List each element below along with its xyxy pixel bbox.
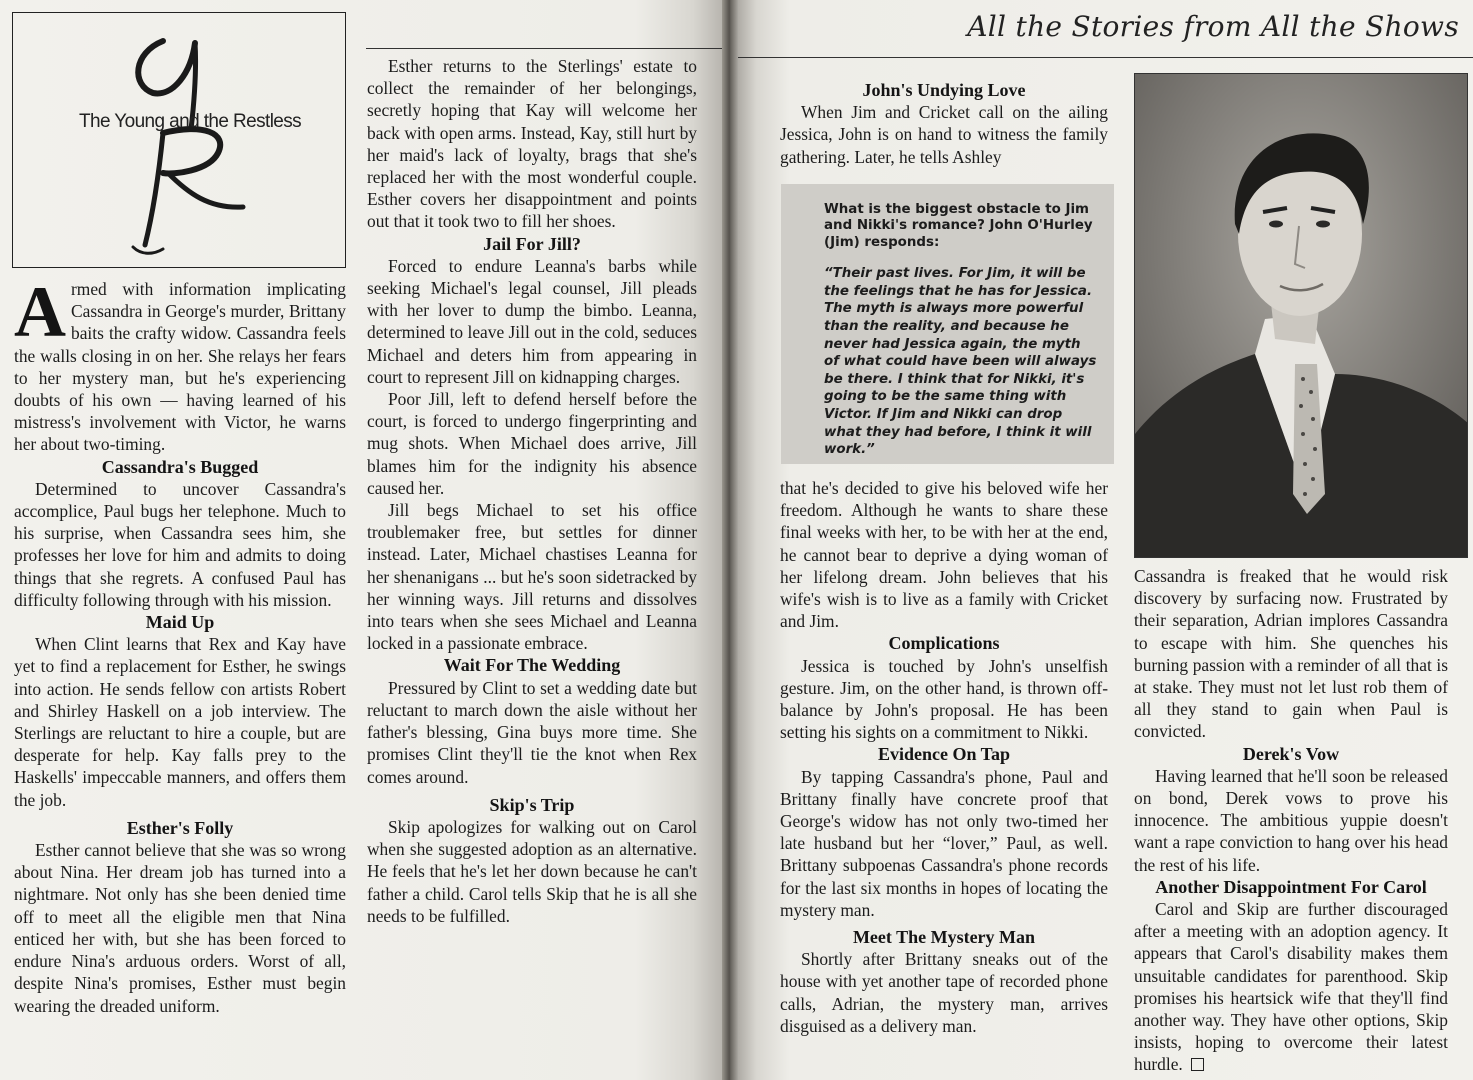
paragraph: Pressured by Clint to set a wedding date but reluctant to march down the aisle without her father's blessing, Gina buys more time. She promises Clint they'll tie the knot when Rex comes around. [367,677,697,787]
end-square-icon [1191,1058,1204,1071]
section-heading: Meet The Mystery Man [852,927,1036,948]
sidebar-question: What is the biggest obstacle to Jim and Nikki's romance? John O'Hurley (Jim) responds: [824,202,1093,250]
yr-monogram-logo-icon [13,13,347,269]
paragraph: Having learned that he'll soon be released on bond, Derek vows to prove his innocence. The ambitious yuppie doesn't want a rape conviction to hang over his head the rest of his life. [1134,765,1448,875]
interview-sidebar [781,184,1114,464]
header-rule [738,57,1473,58]
section-heading: Skip's Trip [489,794,575,815]
section-heading: Evidence On Tap [877,744,1011,765]
header-rule [366,48,722,49]
paragraph: By tapping Cassandra's phone, Paul and Brittany finally have concrete proof that George's widow has not only two-timed her late husband but her “lover,” Paul, as well. Brittany subpoenas Cassandra's phone records for the last six months in hopes of locating the mystery man. [780,766,1108,920]
show-name: The Young and the Restless [79,111,302,132]
paragraph: Poor Jill, left to defend herself before the court, is forced to undergo fingerprinting and mug shots. When Michael does arrive, Jill blames him for the indignity his absence caused her. [367,389,697,498]
paragraph: Shortly after Brittany sneaks out of the house with yet another tape of recorded phone calls, Adrian, the mystery man, arrives disguised as a delivery man. [780,949,1108,1036]
intro-paragraph: Armed with information implicating Cassandra in George's murder, Brittany baits the crafty widow. Cassandra feels the walls closing in on her. She relays her fears to her mystery man, but he's experiencing doubts of his own — having learned of his mistress's involvement with Victor, he warns her about two-timing. [14,272,346,455]
show-logo-box [12,12,346,268]
section-heading: Maid Up [145,612,215,633]
column-3-continued [780,477,1108,1037]
drop-cap: A [14,272,66,352]
column-4 [1134,565,1448,1076]
paragraph: Jessica is touched by John's unselfish gesture. Jim, on the other hand, is thrown off-balance by John's proposal. He has been setting his sights on a commitment to Nikki. [780,655,1108,743]
column-3 [780,79,1108,168]
paragraph: Esther cannot believe that she was so wrong about Nina. Her dream job has turned into a nightmare. Not only has she been denied time off to meet all the eligible men that Nina enticed her with, but she has been forced to endure Nina's arduous orders. Worst of all, despite Nina's promises, Esther must begin wearing the dreaded uniform. [14,840,346,1016]
section-heading: Esther's Folly [126,817,234,838]
portrait-photo [1134,73,1468,558]
right-page [738,0,1473,1080]
left-page [0,0,722,1080]
section-heading: Jail For Jill? [483,233,581,254]
section-heading: Cassandra's Bugged [101,456,259,477]
section-heading: John's Undying Love [862,80,1026,100]
running-header: All the Stories from All the Shows [967,10,1459,43]
book-gutter [722,0,738,1080]
portrait-illustration [1135,74,1468,558]
column-1 [14,272,346,1017]
column-2 [367,55,697,927]
section-heading: Another Disappointment For Carol [1155,876,1427,897]
section-heading: Complications [888,633,1000,654]
paragraph: When Jim and Cricket call on the ailing Jessica, John is on hand to witness the family gathering. Later, he tells Ashley [780,102,1108,167]
paragraph: Forced to endure Leanna's barbs while seeking Michael's legal counsel, Jill pleads with her lover to dump the bimbo. Leanna, determined to leave Jill out in the cold, seduces Michael and deters him from appearing in court to represent Jill on kidnapping charges. [367,255,697,387]
paragraph: that he's decided to give his beloved wife her freedom. Although he wants to share these final weeks with her, to be with her at the end, he cannot bear to deprive a dying woman of her lifelong dream. John believes that his wife's wish is to live as a family with Cricket and Jim. [780,478,1108,632]
paragraph: Skip apologizes for walking out on Carol when she suggested adoption as an alternative. He feels that he's let her down because he can't father a child. Carol tells Skip that he is all she needs to be fulfilled. [367,816,697,926]
paragraph: Carol and Skip are further discouraged after a meeting with an adoption agency. It appears that Carol's disability makes them unsuitable candidates for parenthood. Skip promises his heartsick wife that they'll find another way. They have other options, Skip insists, hoping to overcome their latest hurdle. [1134,899,1448,1075]
paragraph: Determined to uncover Cassandra's accomplice, Paul bugs her telephone. Much to his surprise, when Cassandra sees him, she professes her love for him and admits to doing things that she regrets. A confused Paul has difficulty following through with his mission. [14,478,346,610]
paragraph: Jill begs Michael to set his office troublemaker free, but settles for dinner instead. Later, Michael chastises Leanna for her shenanigans ... but he's soon sidetracked by her winning ways. Jill returns and dissolves into tears when she sees Michael and Leanna locked in a passionate embrace. [367,500,697,654]
sidebar-answer: “Their past lives. For Jim, it will be the feelings that he has for Jessica. The myth is always more powerful than the reality, and because he never had Jessica again, the myth of what could have been will always be there. I think that for Nikki, it's going to be the same thing with Victor. If Jim and Nikki can drop what they had before, I think it will work.” [824,266,1097,458]
paragraph: Esther returns to the Sterlings' estate to collect the remainder of her belongings, secretly hoping that Kay will welcome her back with open arms. Instead, Kay, still hurt by her maid's lack of loyalty, brags that she's replaced her with the most wonderful couple. Esther covers her disappointment and points out that it took two to fill her shoes. [367,56,697,232]
paragraph: When Clint learns that Rex and Kay have yet to find a replacement for Esther, he swings into action. He sends fellow con artists Robert and Shirley Haskell on a job interview. The Sterlings are reluctant to hire a couple, but are desperate for help. Kay falls prey to the Haskells' impeccable manners, and offers them the job. [14,634,346,810]
section-heading: Derek's Vow [1242,743,1340,764]
paragraph: Cassandra is freaked that he would risk discovery by surfacing now. Frustrated by their separation, Adrian implores Cassandra to escape with him. She quenches his burning passion with a reminder of all that is at stake. They must not let lust rob them of all they stand to gain when Paul is convicted. [1134,566,1448,742]
section-heading: Wait For The Wedding [443,655,621,676]
